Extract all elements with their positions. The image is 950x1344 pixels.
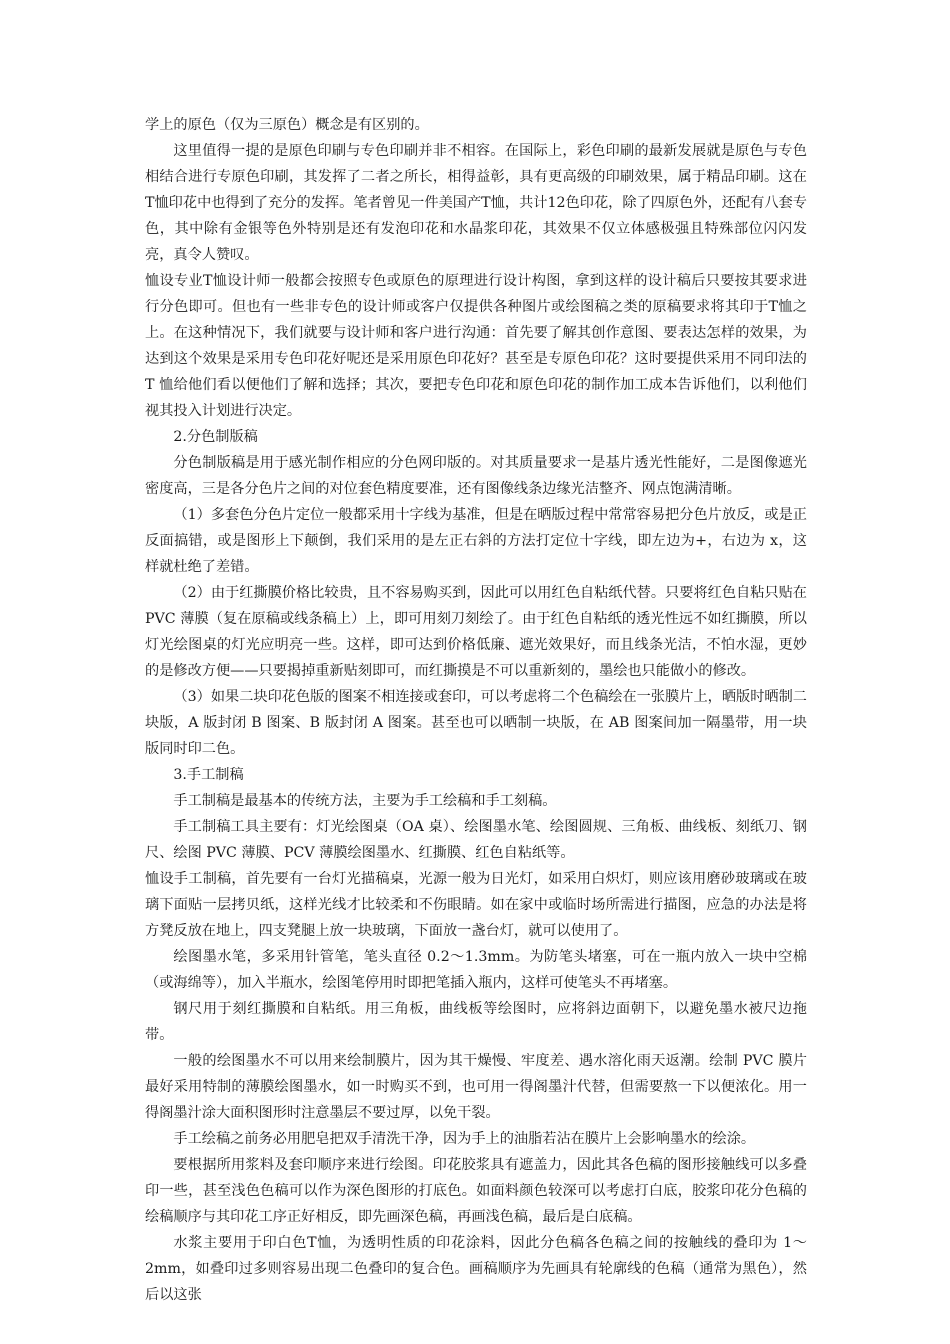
paragraph: 学上的原色（仅为三原色）概念是有区别的。 [145, 117, 429, 133]
paragraph: 这里值得一提的是原色印刷与专色印刷并非不相容。在国际上，彩色印刷的最新发展就是原色与专色相结合进行专原色印刷，其发挥了二者之所长，相得益彰，具有更高级的印刷效果，属于精品印刷。这在T恤印花中也得到了充分的发挥。笔者曾见一件美国产T恤，共计12色印花，除了四原色外，还配有八套专色，其中除有金银等色外特别是还有发泡印花和水晶浆印花，其效果不仅立体感极强且特殊部位闪闪发亮，真令人赞叹。 [145, 143, 807, 263]
paragraph: 恤设手工制稿，首先要有一台灯光描稿桌，光源一般为日光灯，如采用白炽灯，则应该用磨砂玻璃或在玻璃下面贴一层拷贝纸，这样光线才比较柔和不伤眼睛。如在家中或临时场所需进行描图，应急的办法是将方凳反放在地上，四支凳腿上放一块玻璃，下面放一盏台灯，就可以使用了。 [145, 871, 807, 939]
section-heading: 3.手工制稿 [173, 767, 244, 783]
paragraph: 分色制版稿是用于感光制作相应的分色网印版的。对其质量要求一是基片透光性能好，二是图像遮光密度高，三是各分色片之间的对位套色精度要准，还有图像线条边缘光洁整齐、网点饱满清晰。 [145, 455, 807, 497]
paragraph: （3）如果二块印花色版的图案不相连接或套印，可以考虑将二个色稿绘在一张膜片上，晒版时晒制二块版，A 版封闭 B 图案、B 版封闭 A 图案。甚至也可以晒制一块版，在 AB 图案间加一隔墨带，用一块版同时印二色。 [145, 689, 807, 757]
paragraph: （2）由于红撕膜价格比较贵，且不容易购买到，因此可以用红色自粘纸代替。只要将红色自粘只贴在PVC 薄膜（复在原稿或线条稿上）上，即可用刻刀刻绘了。由于红色自粘纸的透光性远不如红撕膜，所以灯光绘图桌的灯光应明亮一些。这样，即可达到价格低廉、遮光效果好，而且线条光洁，不怕水湿，更妙的是修改方便——只要揭掉重新贴刻即可，而红撕摸是不可以重新刻的，墨绘也只能做小的修改。 [145, 585, 807, 679]
document-page [145, 112, 807, 1308]
paragraph: 绘图墨水笔，多采用针管笔，笔头直径 0.2～1.3mm。为防笔头堵塞，可在一瓶内放入一块中空棉（或海绵等），加入半瓶水，绘图笔停用时即把笔插入瓶内，这样可使笔头不再堵塞。 [145, 949, 807, 991]
section-heading: 2.分色制版稿 [173, 429, 258, 445]
paragraph: 手工制稿是最基本的传统方法，主要为手工绘稿和手工刻稿。 [173, 793, 557, 809]
paragraph: 要根据所用浆料及套印顺序来进行绘图。印花胶浆具有遮盖力，因此其各色稿的图形接触线可以多叠印一些，甚至浅色色稿可以作为深色图形的打底色。如面料颜色较深可以考虑打白底，胶浆印花分色稿的绘稿顺序与其印花工序正好相反，即先画深色稿，再画浅色稿，最后是白底稿。 [145, 1157, 807, 1225]
paragraph: 恤设专业T恤设计师一般都会按照专色或原色的原理进行设计构图，拿到这样的设计稿后只要按其要求进行分色即可。但也有一些非专色的设计师或客户仅提供各种图片或绘图稿之类的原稿要求将其印于T恤之上。在这种情况下，我们就要与设计师和客户进行沟通：首先要了解其创作意图、要表达怎样的效果，为达到这个效果是采用专色印花好呢还是采用原色印花好？甚至是专原色印花？这时要提供采用不同印法的T 恤给他们看以便他们了解和选择；其次，要把专色印花和原色印花的制作加工成本告诉他们，以利他们视其投入计划进行决定。 [145, 273, 807, 419]
paragraph: 手工绘稿之前务必用肥皂把双手清洗干净，因为手上的油脂若沾在膜片上会影响墨水的绘涂。 [173, 1131, 756, 1147]
paragraph: 水浆主要用于印白色T恤，为透明性质的印花涂料，因此分色稿各色稿之间的按触线的叠印为 1～2mm，如叠印过多则容易出现二色叠印的复合色。画稿顺序为先画具有轮廓线的色稿（通常为黑色），然后以这张 [145, 1235, 807, 1303]
paragraph: （1）多套色分色片定位一般都采用十字线为基准，但是在晒版过程中常常容易把分色片放反，或是正反面搞错，或是图形上下颠倒，我们采用的是左正右斜的方法打定位十字线，即左边为+，右边为 x，这样就杜绝了差错。 [145, 507, 807, 575]
paragraph: 一般的绘图墨水不可以用来绘制膜片，因为其干燥慢、牢度差、遇水溶化雨天返潮。绘制 PVC 膜片最好采用特制的薄膜绘图墨水，如一时购买不到，也可用一得阁墨汁代替，但需要熬一下以便浓化。用一得阁墨汁涂大面积图形时注意墨层不要过厚，以免干裂。 [145, 1053, 807, 1121]
paragraph: 手工制稿工具主要有：灯光绘图桌（OA 桌）、绘图墨水笔、绘图圆规、三角板、曲线板、刻纸刀、钢尺、绘图 PVC 薄膜、PCV 薄膜绘图墨水、红撕膜、红色自粘纸等。 [145, 819, 807, 861]
paragraph: 钢尺用于刻红撕膜和自粘纸。用三角板，曲线板等绘图时，应将斜边面朝下，以避免墨水被尺边拖带。 [145, 1001, 807, 1043]
